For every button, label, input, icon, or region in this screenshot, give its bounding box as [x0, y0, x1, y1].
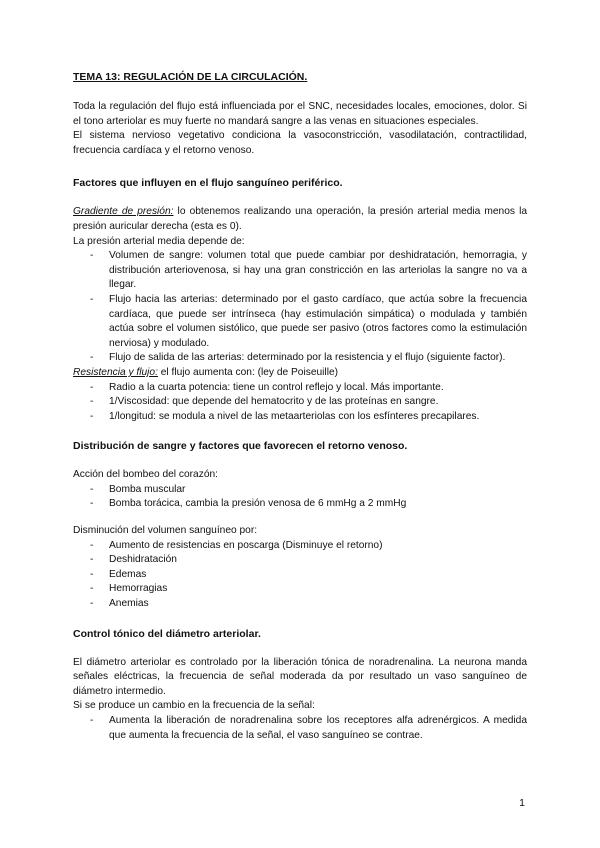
depends-list	[73, 249, 527, 366]
resistance-label: Resistencia y flujo:	[73, 366, 158, 378]
document-page	[73, 70, 527, 743]
gradient-label: Gradiente de presión:	[73, 206, 174, 218]
list-item: - Bomba torácica, cambia la presión venosa de 6 mmHg a 2 mmHg	[73, 497, 527, 512]
gradient-paragraph	[73, 205, 527, 234]
list-item: - Deshidratación	[73, 553, 527, 568]
decrease-intro: Disminución del volumen sanguíneo por:	[73, 525, 258, 537]
resistance-paragraph	[73, 366, 527, 381]
gradient-text: lo obtenemos realizando una operación, la presión arterial media menos la presión auricular derecha (esta es 0).	[73, 206, 527, 232]
change-list	[73, 714, 527, 743]
resistance-text: el flujo aumenta con: (ley de Poiseuille)	[157, 366, 339, 378]
page-title: TEMA 13: REGULACIÓN DE LA CIRCULACIÓN.	[73, 71, 308, 83]
list-item: - Anemias	[73, 597, 527, 612]
section-heading-tonic-control: Control tónico del diámetro arteriolar.	[73, 627, 261, 640]
section-heading-flow-factors: Factores que influyen en el flujo sanguíneo periférico.	[73, 177, 343, 190]
pump-list	[73, 483, 527, 512]
list-item: - Edemas	[73, 568, 527, 583]
change-intro: Si se produce un cambio en la frecuencia de la señal:	[73, 700, 315, 712]
list-item: - Flujo hacia las arterias: determinado por el gasto cardíaco, que actúa sobre la frecuencia cardíaca, que puede ser intrínseca (hay estimulación simpática) o modulada y también actúa sobre el volumen sistólico, que puede ser pasivo (otros factores como la estimulación nerviosa) y modulado.	[73, 293, 527, 351]
list-item: - Hemorragias	[73, 582, 527, 597]
list-item: - Bomba muscular	[73, 483, 527, 498]
list-item: - 1/longitud: se modula a nivel de las metaarteriolas con los esfínteres precapilares.	[73, 410, 527, 425]
list-item: - Radio a la cuarta potencia: tiene un control reflejo y local. Más importante.	[73, 381, 527, 396]
depends-intro: La presión arterial media depende de:	[73, 235, 245, 247]
list-item: - Flujo de salida de las arterias: determinado por la resistencia y el flujo (siguiente factor).	[73, 351, 527, 366]
intro-paragraph-1: Toda la regulación del flujo está influenciada por el SNC, necesidades locales, emociones, dolor. Si el tono arteriolar es muy fuerte no mandará sangre a las venas en situaciones especiales.	[73, 101, 527, 127]
list-item: - 1/Viscosidad: que depende del hematocrito y de las proteínas en sangre.	[73, 395, 527, 410]
list-item: - Volumen de sangre: volumen total que puede cambiar por deshidratación, hemorragia, y distribución arteriovenosa, si hay una gran constricción en las arteriolas la sangre no va a llegar.	[73, 249, 527, 293]
section-heading-venous-return: Distribución de sangre y factores que favorecen el retorno venoso.	[73, 440, 408, 453]
page-number: 1	[519, 797, 525, 809]
decrease-list	[73, 539, 527, 612]
resistance-list	[73, 381, 527, 425]
pump-intro: Acción del bombeo del corazón:	[73, 469, 218, 481]
tonic-paragraph: El diámetro arteriolar es controlado por la liberación tónica de noradrenalina. La neurona manda señales eléctricas, la frecuencia de señal moderada da por resultado un vaso sanguíneo de diámetro intermedio.	[73, 656, 527, 697]
intro-paragraph-2: El sistema nervioso vegetativo condiciona la vasoconstricción, vasodilatación, contractilidad, frecuencia cardíaca y el retorno venoso.	[73, 130, 527, 156]
list-item: - Aumenta la liberación de noradrenalina sobre los receptores alfa adrenérgicos. A medida que aumenta la frecuencia de la señal, el vaso sanguíneo se contrae.	[73, 714, 527, 743]
list-item: - Aumento de resistencias en poscarga (Disminuye el retorno)	[73, 539, 527, 554]
